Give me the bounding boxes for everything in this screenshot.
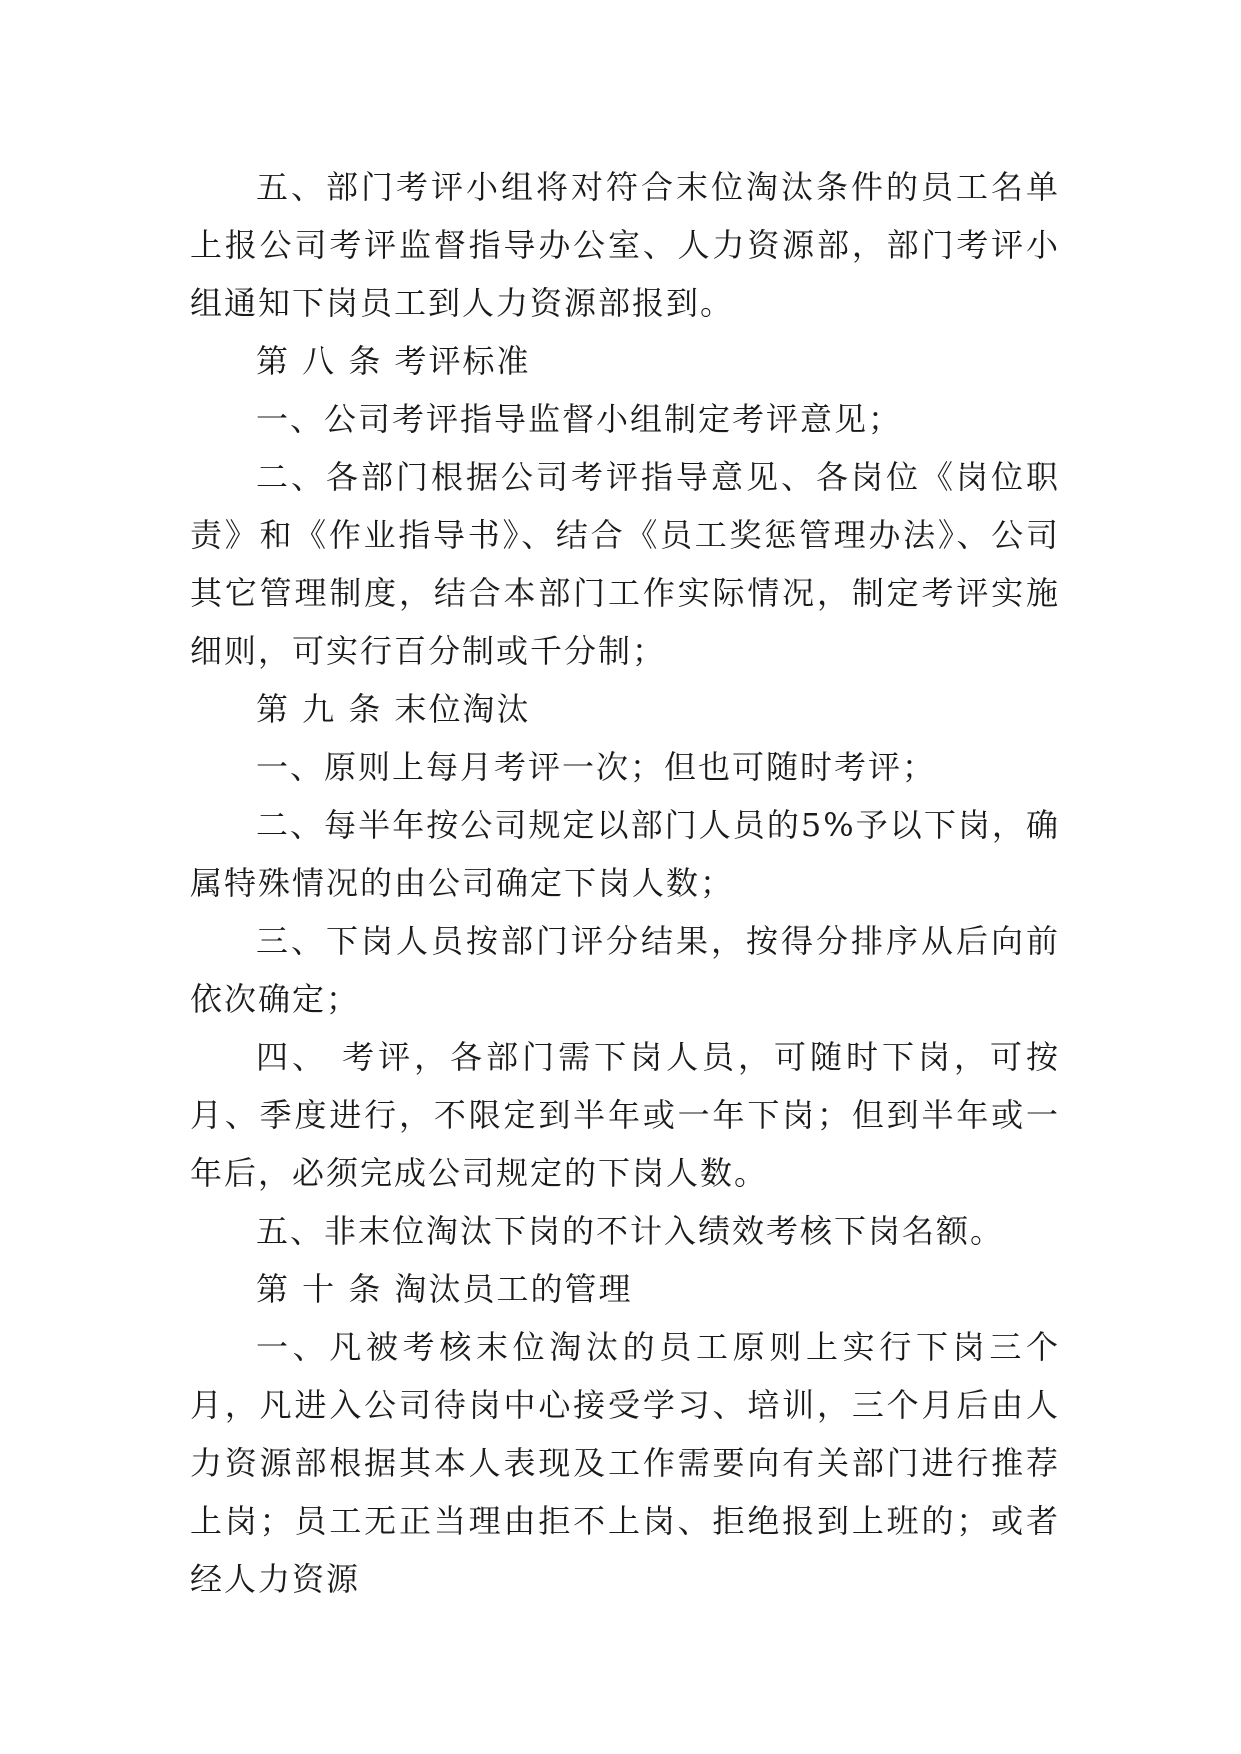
- paragraph-5-report: 五、部门考评小组将对符合末位淘汰条件的员工名单上报公司考评监督指导办公室、人力资源部，部门考评小组通知下岗员工到人力资源部报到。: [190, 168, 1060, 322]
- paragraph-9-1: 一、原则上每月考评一次；但也可随时考评；: [256, 748, 937, 786]
- article-9-heading: 第 九 条 末位淘汰: [256, 690, 531, 728]
- paragraph-10-1: 一、凡被考核末位淘汰的员工原则上实行下岗三个月，凡进入公司待岗中心接受学习、培训，三个月后由人力资源部根据其本人表现及工作需要向有关部门进行推荐上岗；员工无正当理由拒不上岗、拒绝报到上班的；或者经人力资源: [190, 1328, 1060, 1598]
- paragraph-9-2: 二、每半年按公司规定以部门人员的5%予以下岗，确属特殊情况的由公司确定下岗人数；: [190, 806, 1060, 902]
- paragraph-8-1: 一、公司考评指导监督小组制定考评意见；: [256, 400, 903, 438]
- paragraph-9-4: 四、 考评，各部门需下岗人员，可随时下岗，可按月、季度进行，不限定到半年或一年下岗；但到半年或一年后，必须完成公司规定的下岗人数。: [190, 1038, 1060, 1192]
- paragraph-9-3: 三、下岗人员按部门评分结果，按得分排序从后向前依次确定；: [190, 922, 1060, 1018]
- article-8-heading: 第 八 条 考评标准: [256, 342, 531, 380]
- paragraph-8-2: 二、各部门根据公司考评指导意见、各岗位《岗位职责》和《作业指导书》、结合《员工奖惩管理办法》、公司其它管理制度，结合本部门工作实际情况，制定考评实施细则，可实行百分制或千分制；: [190, 458, 1060, 670]
- article-10-heading: 第 十 条 淘汰员工的管理: [256, 1270, 633, 1308]
- paragraph-9-5: 五、非末位淘汰下岗的不计入绩效考核下岗名额。: [256, 1212, 1005, 1250]
- document-body: [190, 158, 1060, 1608]
